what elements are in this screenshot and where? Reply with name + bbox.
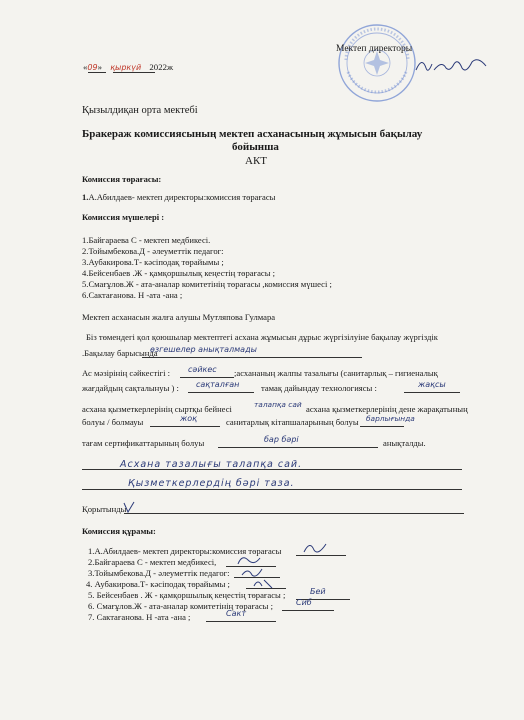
body-line-1: Біз төмендегі қол қоюшылар мектептегі асхана жұмысын дұрыс жүргізілуіне бақылау жүргіздік (86, 332, 438, 342)
handwritten-note-1: Асхана тазалығы талапқа сай. (120, 459, 303, 470)
handwritten-note-2: Қызметкерлердің бәрі таза. (128, 478, 295, 489)
member-item: 2.Тойымбекова.Д - әлеуметтік педагог: (82, 246, 224, 256)
hygiene-mid: тамақ дайындау технологиясы : (261, 383, 377, 393)
handwritten-sanitary-books: барлығында (366, 414, 415, 423)
menu-underline (180, 377, 234, 378)
member-item: 3.Аубакирова.Т- кәсіподақ төрайымы ; (82, 257, 224, 267)
body-line-2-prefix: .Бақылау барысында (82, 348, 158, 358)
signature-row: 2.Байгараева С - мектеп медбикесі, (88, 557, 217, 567)
note-underline-1 (82, 469, 462, 470)
chair-heading: Комиссия төрағасы: (82, 174, 162, 184)
handwritten-appearance: талапқа сай (254, 400, 302, 409)
date-month-underline (113, 72, 155, 73)
handwritten-injury: жоқ (180, 414, 197, 423)
findings-underline (142, 357, 362, 358)
signature-row: 5. Бейсенбаев . Ж - қамқоршылық кеңестің төрағасы ; (88, 590, 286, 600)
date-year: 2022ж (149, 62, 174, 72)
date-line: «09» қыркүй 2022ж (83, 62, 174, 72)
signature-handwriting: Сакт (226, 609, 246, 618)
composition-heading: Комиссия құрамы: (82, 526, 156, 536)
date-day-underline (88, 72, 106, 73)
position-label: Мектеп директоры (336, 44, 413, 54)
member-item: 1.Байгараева С - мектеп медбикесі. (82, 235, 211, 245)
conclusion-underline (124, 513, 464, 514)
handwritten-hygiene: сақталған (196, 380, 240, 389)
school-name: Қызылдиқан орта мектебі (82, 105, 198, 116)
menu-prefix: Ас мәзірінің сәйкестігі : (82, 368, 171, 378)
conclusion-label: Қорытынды (82, 504, 127, 514)
member-item: 6.Сактағанова. Н -ата -ана ; (82, 290, 183, 300)
date-month: қыркүй (110, 63, 142, 72)
cert-underline (218, 447, 378, 448)
signature-handwriting: Сиб (296, 598, 312, 607)
technology-underline (404, 392, 460, 393)
handwritten-technology: жақсы (418, 380, 446, 389)
handwritten-findings: өзгешелер анықталмады (150, 345, 257, 354)
member-item: 5.Смағұлов.Ж - ата-аналар комитетінің төрағасы ,комиссия мүшесі ; (82, 279, 332, 289)
handwritten-certificates: бар бәрі (264, 435, 299, 444)
members-heading: Комиссия мүшелері : (82, 212, 165, 222)
title-line-2: бойынша (232, 141, 279, 153)
signature-row: 4. Аубакирова.Т- кәсіподақ төрайымы ; (86, 579, 230, 589)
lessee-line: Мектеп асханасын жалға алушы Мутляпова Гулмара (82, 312, 276, 322)
hygiene-underline (188, 392, 254, 393)
title-line-1: Бракераж комиссиясының мектеп асханасының жұмысын бақылау (82, 128, 423, 140)
signature-row: 3.Тойымбекова.Д - әлеуметтік педагог: (88, 568, 230, 578)
note-underline-2 (82, 489, 462, 490)
menu-suffix: ;асхананың жалпы тазалығы (санитарлық – гигиеналық (234, 368, 438, 378)
injury-underline (150, 426, 220, 427)
signature-mark (252, 576, 274, 590)
hygiene-prefix: жағдайдың сақталынуы ) : (82, 383, 179, 393)
sanitary-underline (360, 426, 404, 427)
official-seal (336, 22, 418, 104)
cert-prefix: тағам сертификаттарының болуы (82, 438, 205, 448)
title-line-3: АКТ (245, 155, 267, 167)
staff-prefix: асхана қызметкерлерінің сыртқы бейнесі (82, 404, 232, 414)
staff-mid: асхана қызметкерлерінің дене жарақатының (306, 404, 468, 414)
member-item: 4.Бейсенбаев .Ж - қамқоршылық кеңестің төрағасы ; (82, 268, 276, 278)
handwritten-menu: сәйкес (188, 365, 217, 374)
date-day: 09 (87, 63, 98, 72)
signature-row: 6. Смағұлов.Ж - ата-аналар комитетінің төрағасы ; (88, 601, 273, 611)
injury-mid: санитарлық кітапшаларының болуы (226, 417, 359, 427)
injury-prefix: болуы / болмауы (82, 417, 144, 427)
director-signature (412, 52, 490, 78)
signature-handwriting: Бей (310, 587, 326, 596)
chair-line: 1.А.Абилдаев- мектеп директоры:комиссия төрағасы (82, 192, 276, 202)
conclusion-mark (122, 500, 136, 514)
signature-row: 1.А.Абилдаев- мектеп директоры:комиссия төрағасы (88, 546, 282, 556)
cert-suffix: анықталды. (383, 438, 426, 448)
signature-row: 7. Сактағанова. Н -ата -ана ; (88, 612, 191, 622)
signature-mark (302, 540, 328, 556)
